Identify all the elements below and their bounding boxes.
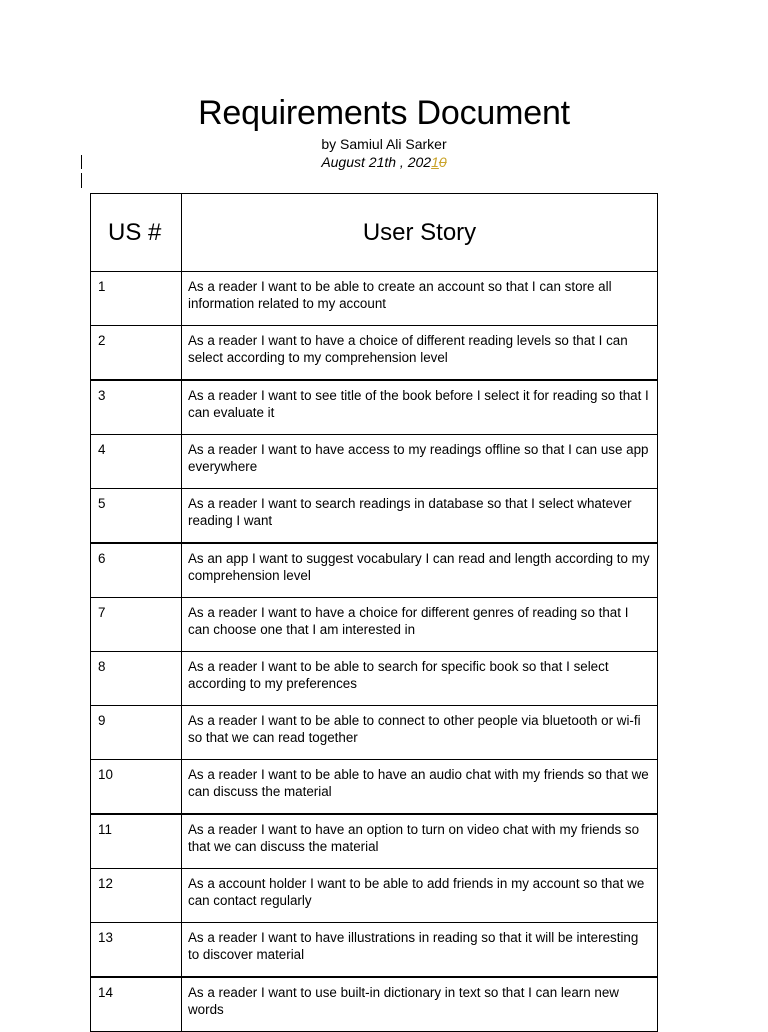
document-date [0,154,768,171]
user-story-table [90,193,658,1032]
user-story-cell: As a account holder I want to be able to add friends in my account so that we can contact regularly [182,869,658,923]
us-number-cell: 5 [91,489,182,544]
user-story-cell: As a reader I want to be able to search for specific book so that I select according to my preferences [182,652,658,706]
table-row [91,598,658,652]
user-story-cell: As a reader I want to be able to create an account so that I can store all information related to my account [182,272,658,326]
date-text: August 21th , 202 [321,154,432,170]
table-row [91,652,658,706]
table-row [91,923,658,978]
us-number-cell: 9 [91,706,182,760]
table-row [91,380,658,435]
user-story-cell: As a reader I want to have an option to turn on video chat with my friends so that we can discuss the material [182,814,658,869]
date-inserted-digit: 1 [431,154,439,170]
user-story-cell: As a reader I want to have access to my readings offline so that I can use app everywhere [182,435,658,489]
us-number-cell: 3 [91,380,182,435]
us-number-cell: 10 [91,760,182,815]
user-story-cell: As a reader I want to have a choice for different genres of reading so that I can choose one that I am interested in [182,598,658,652]
us-number-cell: 1 [91,272,182,326]
user-story-cell: As a reader I want to see title of the book before I select it for reading so that I can evaluate it [182,380,658,435]
table-row [91,814,658,869]
column-header-us-number: US # [91,194,182,272]
table-row [91,760,658,815]
us-number-cell: 12 [91,869,182,923]
change-bar-marker [81,155,82,169]
author-byline: by Samiul Ali Sarker [321,136,447,152]
us-number-cell: 13 [91,923,182,978]
us-number-cell: 2 [91,326,182,381]
user-story-cell: As a reader I want to search readings in database so that I select whatever reading I want [182,489,658,544]
change-bar-marker [81,173,82,188]
us-number-cell: 14 [91,977,182,1032]
table-header-row [91,194,658,272]
user-story-cell: As a reader I want to have a choice of different reading levels so that I can select according to my comprehension level [182,326,658,381]
us-number-cell: 4 [91,435,182,489]
table-row [91,977,658,1032]
column-header-user-story: User Story [182,194,658,272]
us-number-cell: 6 [91,543,182,598]
table-row [91,272,658,326]
user-story-cell: As a reader I want to have illustrations in reading so that it will be interesting to discover material [182,923,658,978]
user-story-cell: As a reader I want to be able to connect to other people via bluetooth or wi-fi so that we can read together [182,706,658,760]
user-story-cell: As a reader I want to be able to have an audio chat with my friends so that we can discuss the material [182,760,658,815]
table-row [91,489,658,544]
table-row [91,869,658,923]
date-deleted-digit: 0 [438,154,447,170]
us-number-cell: 8 [91,652,182,706]
user-story-cell: As a reader I want to use built-in dictionary in text so that I can learn new words [182,977,658,1032]
document-title: Requirements Document [198,94,570,132]
table-row [91,543,658,598]
us-number-cell: 11 [91,814,182,869]
user-story-cell: As an app I want to suggest vocabulary I can read and length according to my comprehension level [182,543,658,598]
us-number-cell: 7 [91,598,182,652]
table-row [91,435,658,489]
table-row [91,326,658,381]
table-row [91,706,658,760]
